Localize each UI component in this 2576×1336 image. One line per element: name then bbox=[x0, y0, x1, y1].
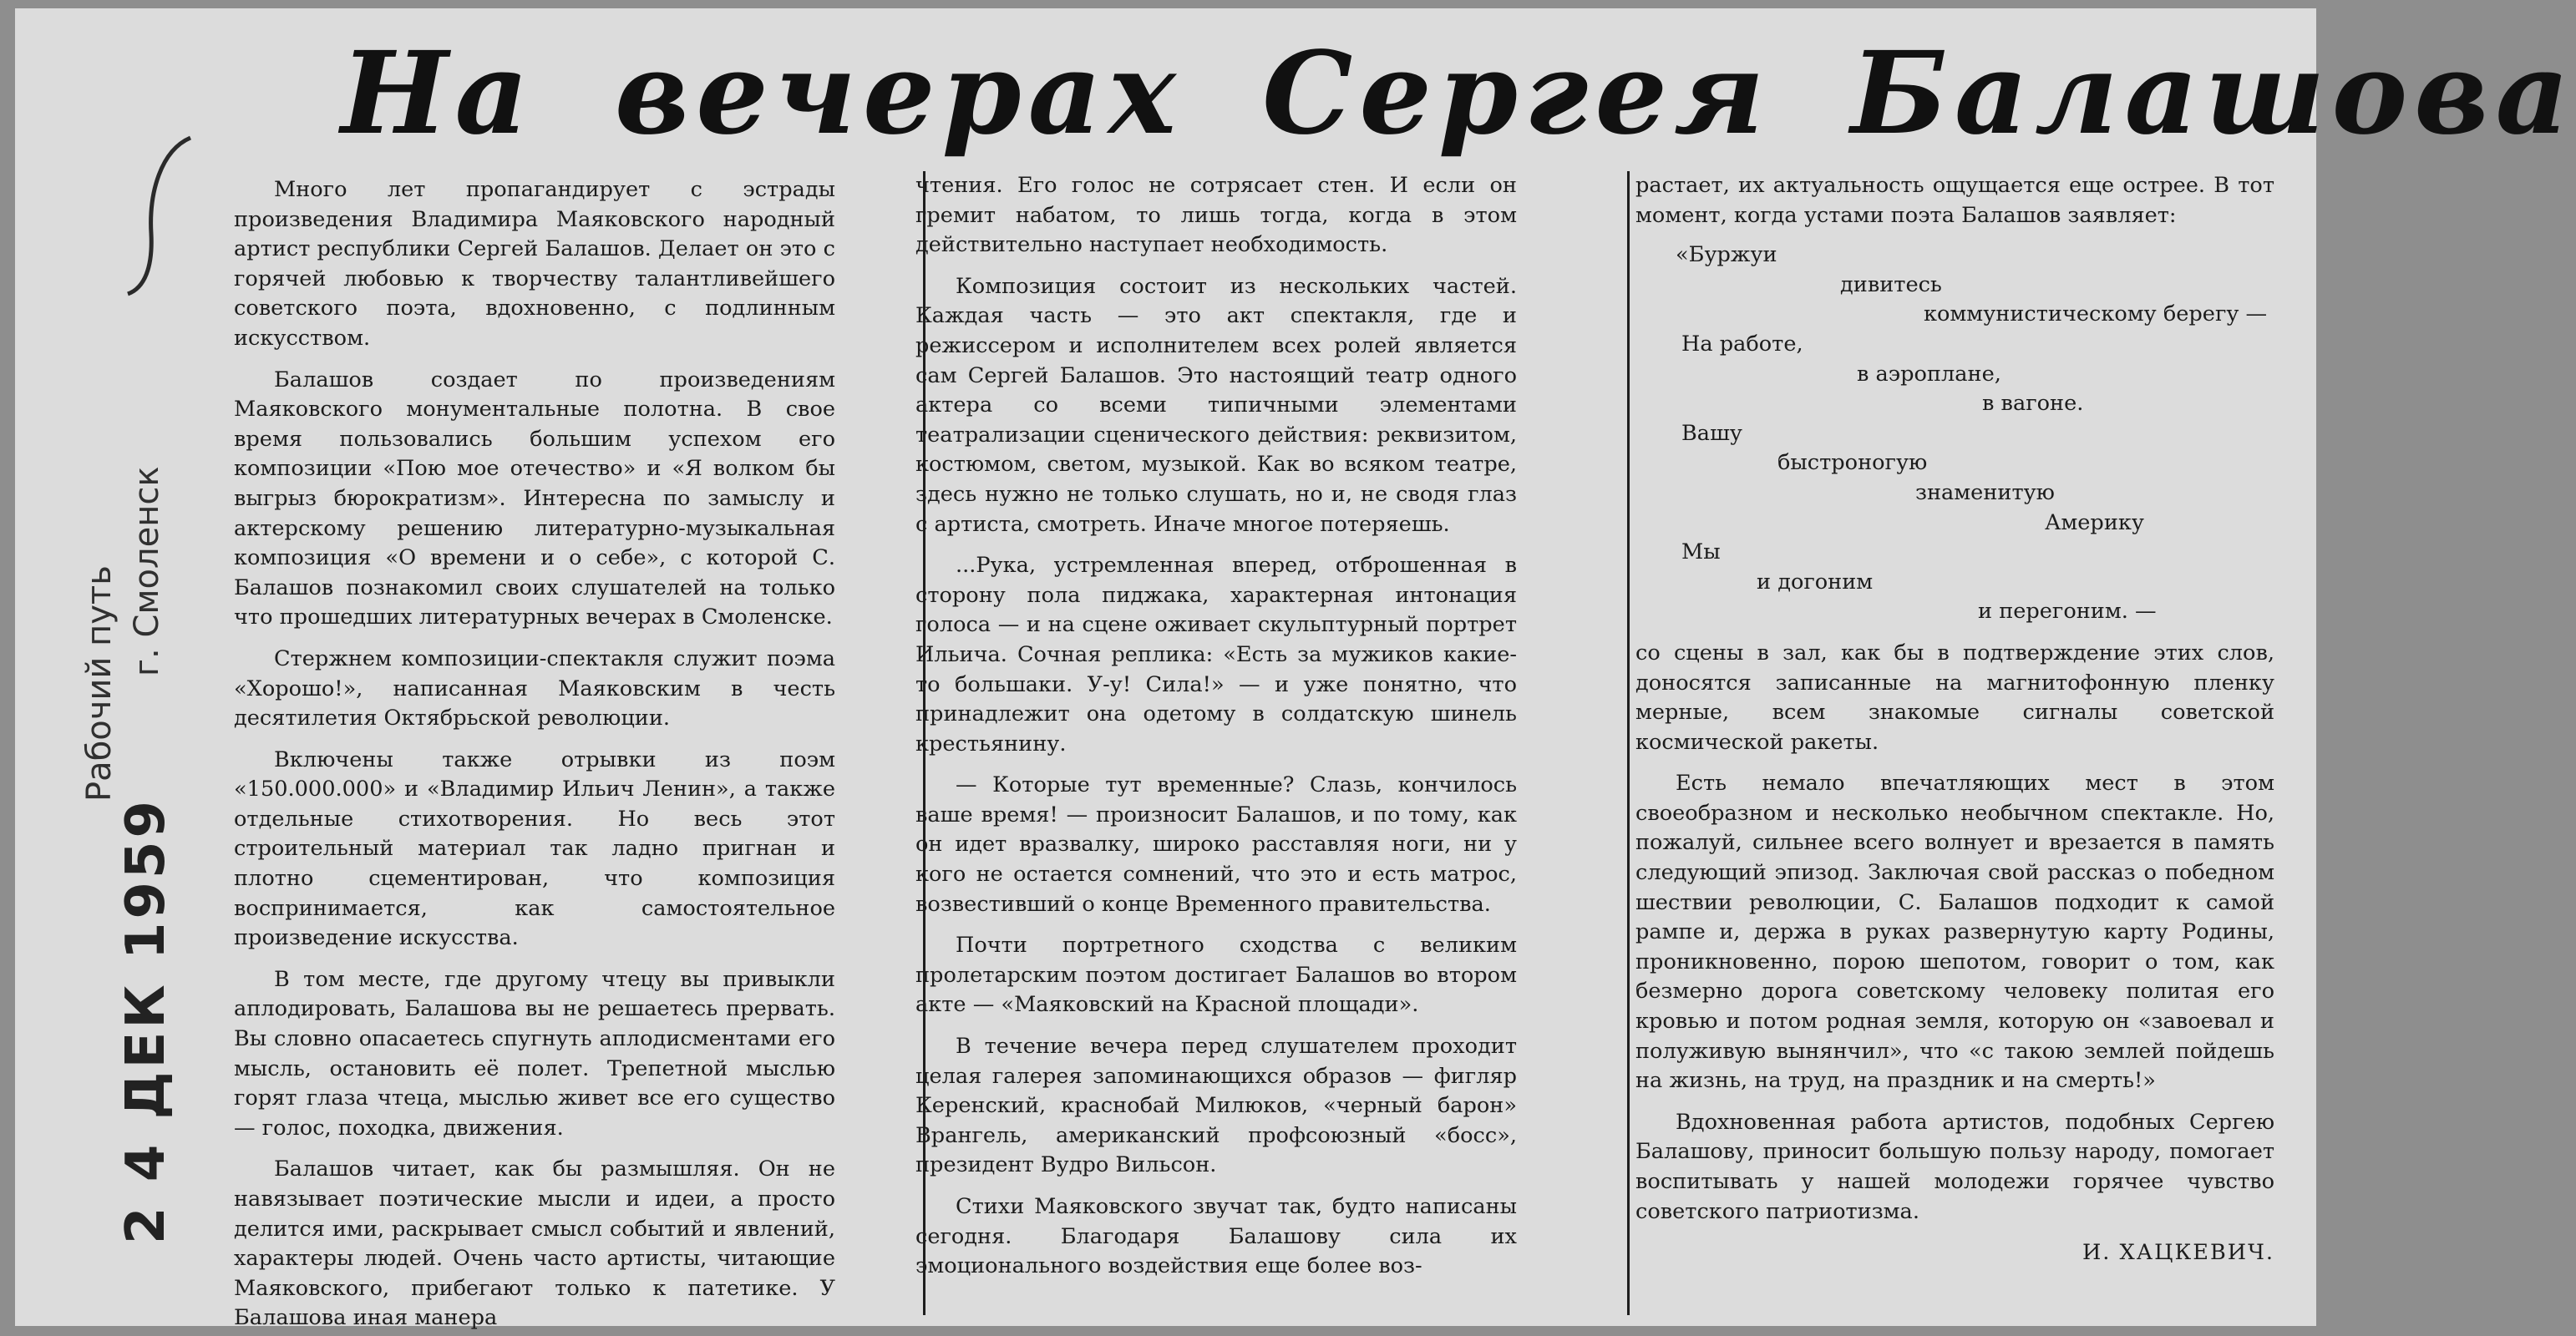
left-margin bbox=[65, 134, 257, 1319]
paragraph-continuation: растает, их актуальность ощущается еще острее. В тот момент, когда устами поэта Балашов заявляет: bbox=[1635, 173, 2274, 228]
headline: На вечерах Сергея Балашова bbox=[341, 27, 2576, 160]
paragraph: Стихи Маяковского звучат так, будто написаны сегодня. Благодаря Балашову сила их эмоционального воздействия еще более воз- bbox=[915, 1194, 1517, 1279]
poem-line: в аэроплане, bbox=[1857, 361, 2001, 387]
paragraph-continuation: со сцены в зал, как бы в подтверждение этих слов, доносятся записанные на магнитофонную пленку мерные, всем знакомые сигналы советской космической ракеты. bbox=[1635, 640, 2274, 755]
paragraph: Балашов читает, как бы размышляя. Он не навязывает поэтические мысли и идеи, а просто делится ими, раскрывает смысл событий и явлений, характеры людей. Очень часто артисты, читающие Маяковского, прибегают только к патетике. У Балашова иная манера bbox=[234, 1156, 835, 1331]
poem-line: Мы bbox=[1681, 539, 1721, 565]
poem-line: Америку bbox=[2045, 509, 2144, 535]
poem-line: в вагоне. bbox=[1982, 391, 2084, 417]
paragraph-continuation: чтения. Его голос не сотрясает стен. И если он гремит набатом, то лишь тогда, когда в этом действительно наступает необходимость. bbox=[915, 173, 1517, 258]
poem-line: Вашу bbox=[1681, 420, 1742, 446]
paragraph: Вдохновенная работа артистов, подобных Сергею Балашову, приносит большую пользу народу, помогает воспитывать у нашей молодежи горячее чувство советского патриотизма. bbox=[1635, 1109, 2274, 1224]
column-1 bbox=[234, 175, 835, 1333]
column-2 bbox=[915, 171, 1517, 1282]
paragraph: Почти портретного сходства с великим пролетарским поэтом достигает Балашов во втором акте — «Маяковский на Красной площади». bbox=[915, 933, 1517, 1018]
paragraph: Балашов создает по произведениям Маяковского монументальные полотна. В свое время пользовались большим успехом его композиции «Пою мое отечество» и «Я волком бы выгрыз бюрократизм». Интересна по замыслу и актерскому решению литературно-музыкальная композиция «О времени и о себе», с которой С. Балашов познакомил своих слушателей на только что прошедших литературных вечерах в Смоленске. bbox=[234, 367, 835, 630]
column-3 bbox=[1635, 171, 2274, 1268]
newspaper-clipping bbox=[15, 8, 2576, 1331]
handwritten-mark bbox=[111, 134, 211, 301]
paragraph: Стержнем композиции-спектакля служит поэма «Хорошо!», написанная Маяковским в честь десятилетия Октябрьской революции. bbox=[234, 645, 835, 731]
paragraph: В течение вечера перед слушателем проходит целая галерея запоминающихся образов — фигляр Керенский, краснобай Милюков, «черный барон» Врангель, американский профсоюзный «босс», президент Вудро Вильсон. bbox=[915, 1034, 1517, 1178]
paragraph: Композиция состоит из нескольких частей. Каждая часть — это акт спектакля, где и режиссером и исполнителем всех ролей является сам Сергей Балашов. Это настоящий театр одного актера со всеми типичными элементами театрализации сценического действия: реквизитом, костюмом, светом, музыкой. Как во всяком театре, здесь нужно не только слушать, но и, не сводя глаз с артиста, смотреть. Иначе многое потеряешь. bbox=[915, 273, 1517, 537]
paragraph: Включены также отрывки из поэм «150.000.000» и «Владимир Ильич Ленин», а также отдельные стихотворения. Но весь этот строительный материал так ладно пригнан и плотно сцементирован, что композиция воспринимается, как самостоятельное произведение искусства. bbox=[234, 746, 835, 951]
poem-quote bbox=[1635, 240, 2274, 627]
poem-line: и перегоним. — bbox=[1978, 599, 2157, 625]
poem-line: На работе, bbox=[1681, 331, 1803, 357]
poem-line: дивитесь bbox=[1840, 271, 1942, 297]
paragraph: Много лет пропагандирует с эстрады произведения Владимира Маяковского народный артист республики Сергей Балашов. Делает он это с горячей любовью к творчеству талантливейшего советского поэта, вдохновенно, с подлинным искусством. bbox=[234, 177, 835, 351]
paragraph: В том месте, где другому чтецу вы привыкли аплодировать, Балашова вы не решаетесь прервать. Вы словно опасаетесь спугнуть аплодисментами его мысль, остановить её полет. Трепетной мыслью горят глаза чтеца, мыслью живет все его существо — голос, походка, движения. bbox=[234, 966, 835, 1141]
poem-line: и догоним bbox=[1757, 569, 1874, 595]
date-stamp: 2 4 ДЕК 1959 bbox=[115, 797, 177, 1244]
poem-line: «Буржуи bbox=[1676, 242, 1777, 268]
poem-line: быстроногую bbox=[1777, 450, 1928, 476]
paragraph: — Которые тут временные? Слазь, кончилось ваше время! — произносит Балашов, и по тому, как он идет вразвалку, широко расставляя ноги, ни у кого не остается сомнений, что это и есть матрос, возвестивший о конце Временного правительства. bbox=[915, 772, 1517, 917]
paragraph: ...Рука, устремленная вперед, отброшенная в сторону пола пиджака, характерная интонация голоса — и на сцене оживает скульптурный портрет Ильича. Сочная реплика: «Есть за мужиков какие-то большаки. У-у! Сила!» — и уже понятно, что принадлежит она одетому в солдатскую шинель крестьянину. bbox=[915, 553, 1517, 757]
poem-line: коммунистическому берегу — bbox=[1924, 301, 2268, 327]
column-divider bbox=[1627, 171, 1630, 1315]
paragraph: Есть немало впечатляющих мест в этом своеобразном и несколько необычном спектакле. Но, пожалуй, сильнее всего волнует и врезается в память следующий эпизод. Заключая свой рассказ о победном шествии революции, С. Балашов подходит к самой рампе и, держа в руках развернутую карту Родины, проникновенно, порою шепотом, говорит о том, как безмерно дорога советскому человеку политая его кровью и потом родная земля, которую он «завоевал и полуживую вынянчил», что «с такою землей пойдешь на жизнь, на труд, на праздник и на смерть!» bbox=[1635, 771, 2274, 1094]
newspaper-name-stamp: Рабочий путь bbox=[80, 565, 119, 802]
author-signature: И. ХАЦКЕВИЧ. bbox=[2082, 1240, 2274, 1266]
city-stamp: г. Смоленск bbox=[128, 466, 166, 676]
poem-line: знаменитую bbox=[1915, 479, 2055, 505]
